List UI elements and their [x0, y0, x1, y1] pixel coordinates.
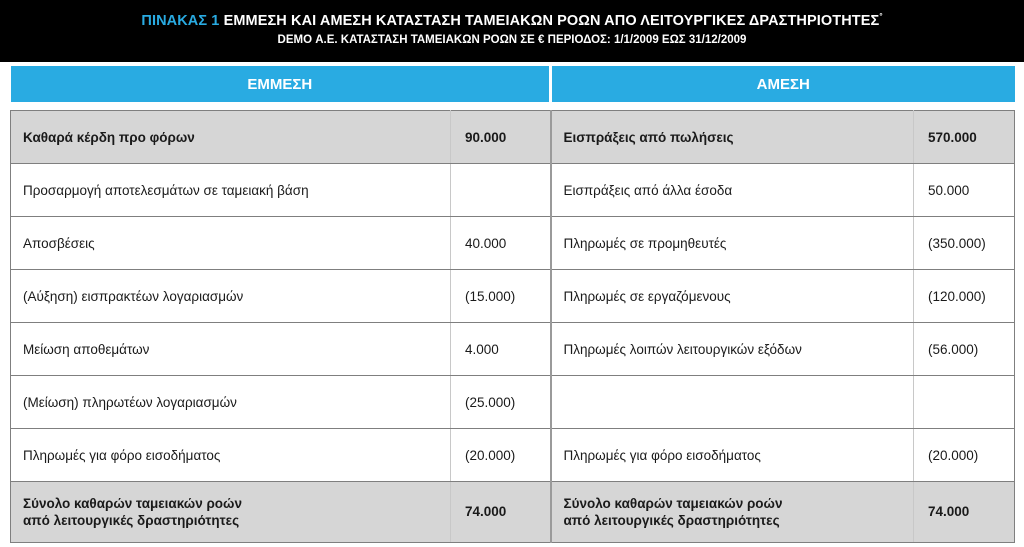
indirect-amount: 4.000 [451, 323, 551, 376]
indirect-label: Αποσβέσεις [11, 217, 451, 270]
table-body [11, 111, 1015, 543]
indirect-label: (Μείωση) πληρωτέων λογαριασμών [11, 376, 451, 429]
indirect-label: Προσαρμογή αποτελεσμάτων σε ταμειακή βάση [11, 164, 451, 217]
total-direct-label [551, 482, 914, 543]
indirect-label: (Αύξηση) εισπρακτέων λογαριασμών [11, 270, 451, 323]
direct-amount: (20.000) [914, 429, 1015, 482]
total-indirect-label [11, 482, 451, 543]
column-header-direct: ΑΜΕΣΗ [551, 66, 1015, 102]
indirect-amount: (15.000) [451, 270, 551, 323]
indirect-amount: (20.000) [451, 429, 551, 482]
table-number-tag: ΠΙΝΑΚΑΣ 1 [141, 12, 220, 29]
total-indirect-amount: 74.000 [451, 482, 551, 543]
direct-label: Πληρωμές για φόρο εισοδήματος [551, 429, 914, 482]
total-indirect-label-line1: Σύνολο καθαρών ταμειακών ροών [23, 495, 242, 511]
page-subtitle: DEMO Α.Ε. ΚΑΤΑΣΤΑΣΗ ΤΑΜΕΙΑΚΩΝ ΡΟΩΝ ΣΕ € ΠΕΡΙΟΔΟΣ: 1/1/2009 ΕΩΣ 31/12/2009 [277, 34, 747, 47]
total-row [11, 482, 1015, 543]
direct-label: Εισπράξεις από πωλήσεις [551, 111, 914, 164]
table-row [11, 429, 1015, 482]
total-direct-label-line2: από λειτουργικές δραστηριότητες [563, 513, 780, 528]
table-row [11, 111, 1015, 164]
indirect-label: Καθαρά κέρδη προ φόρων [11, 111, 451, 164]
table-row [11, 270, 1015, 323]
direct-amount: (350.000) [914, 217, 1015, 270]
header-spacer-row [11, 102, 1015, 111]
page-title-text: ΕΜΜΕΣΗ ΚΑΙ ΑΜΕΣΗ ΚΑΤΑΣΤΑΣΗ ΤΑΜΕΙΑΚΩΝ ΡΟΩΝ ΑΠΟ ΛΕΙΤΟΥΡΓΙΚΕΣ ΔΡΑΣΤΗΡΙΟΤΗΤΕΣ [223, 12, 880, 29]
total-direct-label-line1: Σύνολο καθαρών ταμειακών ροών [563, 495, 783, 511]
table-row [11, 376, 1015, 429]
table-row [11, 164, 1015, 217]
column-header-indirect: ΕΜΜΕΣΗ [11, 66, 551, 102]
indirect-label: Μείωση αποθεμάτων [11, 323, 451, 376]
title-footnote-marker: ° [879, 12, 883, 22]
direct-amount: 50.000 [914, 164, 1015, 217]
indirect-amount: (25.000) [451, 376, 551, 429]
direct-label: Εισπράξεις από άλλα έσοδα [551, 164, 914, 217]
header-spacer-cell [11, 102, 1015, 111]
table-header [11, 66, 1015, 111]
cash-flow-table-wrapper [10, 66, 1014, 547]
direct-amount: 570.000 [914, 111, 1015, 164]
table-row [11, 217, 1015, 270]
direct-label [551, 376, 914, 429]
page-title [141, 12, 882, 30]
indirect-amount: 90.000 [451, 111, 551, 164]
indirect-amount: 40.000 [451, 217, 551, 270]
title-banner [0, 0, 1024, 62]
indirect-label: Πληρωμές για φόρο εισοδήματος [11, 429, 451, 482]
direct-amount: (56.000) [914, 323, 1015, 376]
cash-flow-table [10, 66, 1015, 543]
indirect-amount [451, 164, 551, 217]
total-indirect-label-line2: από λειτουργικές δραστηριότητες [23, 513, 240, 528]
direct-label: Πληρωμές σε προμηθευτές [551, 217, 914, 270]
direct-label: Πληρωμές σε εργαζόμενους [551, 270, 914, 323]
table-header-row [11, 66, 1015, 102]
total-direct-amount: 74.000 [914, 482, 1015, 543]
table-row [11, 323, 1015, 376]
direct-label: Πληρωμές λοιπών λειτουργικών εξόδων [551, 323, 914, 376]
direct-amount [914, 376, 1015, 429]
direct-amount: (120.000) [914, 270, 1015, 323]
